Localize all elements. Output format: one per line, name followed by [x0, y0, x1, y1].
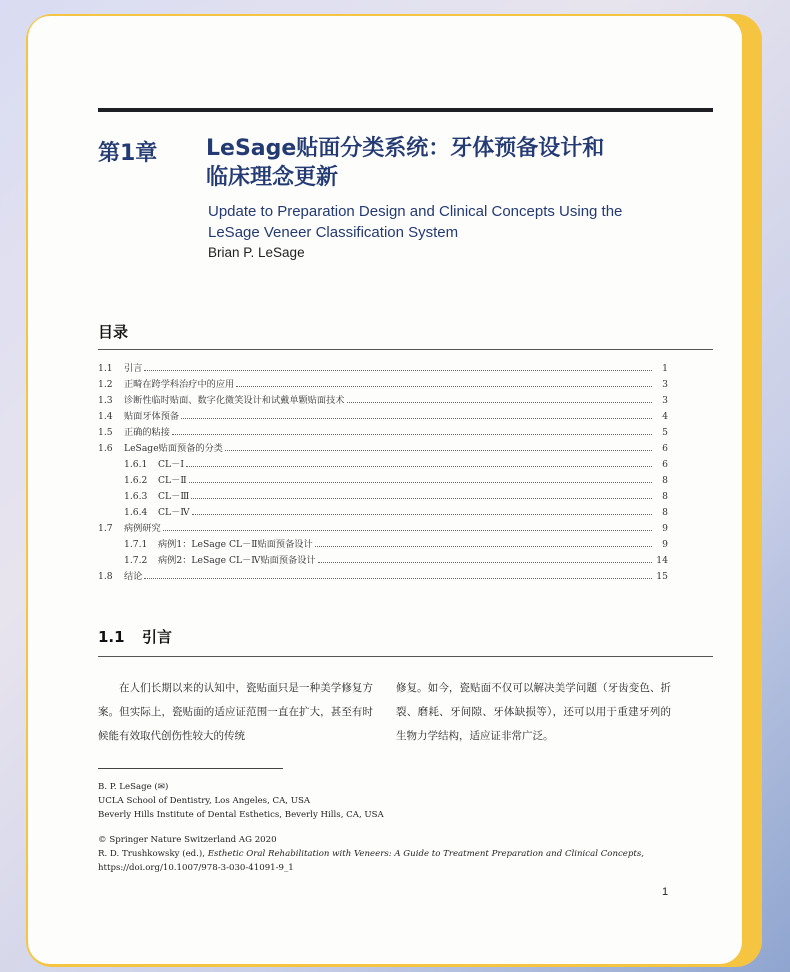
section-heading	[98, 626, 172, 647]
toc-leader-dots	[181, 418, 652, 419]
section-title: 引言	[142, 628, 173, 646]
toc-entry-number: 1.7.2	[124, 555, 148, 566]
body-column-right: 修复。如今，瓷贴面不仅可以解决美学问题（牙齿变色、折裂、磨耗、牙间隙、牙体缺损等），还可以用于重建牙列的生物力学结构，适应证非常广泛。	[396, 682, 671, 742]
toc-leader-dots	[189, 482, 652, 483]
toc-entry[interactable]	[98, 504, 668, 520]
toc-entry-title: CL－Ⅰ	[158, 459, 184, 470]
toc-entry-number: 1.6.1	[124, 459, 148, 470]
toc-leader-dots	[186, 466, 652, 467]
toc-entry-page: 15	[656, 571, 668, 582]
toc-entry[interactable]	[98, 424, 668, 440]
chapter-author: Brian P. LeSage	[208, 245, 305, 260]
toc-entry-title: 病例2：LeSage CL－Ⅳ贴面预备设计	[158, 555, 316, 566]
toc-leader-dots	[347, 402, 653, 403]
toc-entry[interactable]	[98, 472, 668, 488]
book-page	[28, 16, 742, 964]
toc-entry-page: 9	[662, 539, 668, 550]
section-rule	[98, 656, 713, 657]
chapter-title-en-line1: Update to Preparation Design and Clinical Concepts Using the	[208, 203, 623, 220]
toc-leader-dots	[144, 370, 652, 371]
toc-entry-number: 1.5	[98, 427, 113, 438]
toc-entry-number: 1.6.4	[124, 507, 148, 518]
toc-leader-dots	[225, 450, 652, 451]
footnote-doi[interactable]: https://doi.org/10.1007/978-3-030-41091-9_1	[98, 863, 294, 873]
footnote-affiliation-1: UCLA School of Dentistry, Los Angeles, CA, USA	[98, 796, 311, 806]
table-of-contents	[98, 360, 668, 584]
toc-entry-number: 1.1	[98, 363, 113, 374]
toc-entry-page: 4	[662, 411, 668, 422]
chapter-title-cn-line2: 临床理念更新	[206, 165, 339, 190]
toc-entry[interactable]	[98, 440, 668, 456]
toc-entry-number: 1.6	[98, 443, 113, 454]
toc-entry-title: CL－Ⅲ	[158, 491, 190, 502]
footnote-copyright: © Springer Nature Switzerland AG 2020	[98, 835, 277, 845]
chapter-number: 第1章	[98, 141, 158, 166]
toc-entry-page: 1	[662, 363, 668, 374]
chapter-title-cn-line1: LeSage贴面分类系统：牙体预备设计和	[206, 136, 605, 161]
toc-entry[interactable]	[98, 360, 668, 376]
toc-entry-page: 9	[662, 523, 668, 534]
toc-entry-number: 1.3	[98, 395, 113, 406]
toc-entry-number: 1.6.2	[124, 475, 148, 486]
toc-entry-page: 8	[662, 475, 668, 486]
toc-entry[interactable]	[98, 488, 668, 504]
body-column-left: 在人们长期以来的认知中，瓷贴面只是一种美学修复方案。但实际上，瓷贴面的适应证范围一直在扩大，甚至有时候能有效取代创伤性较大的传统	[98, 682, 373, 742]
top-rule	[98, 108, 713, 112]
toc-entry[interactable]	[98, 552, 668, 568]
toc-entry-title: CL－Ⅳ	[158, 507, 190, 518]
toc-entry-title: 贴面牙体预备	[124, 411, 180, 422]
footnote-author: B. P. LeSage (✉)	[98, 782, 169, 792]
chapter-title-cn	[206, 134, 706, 192]
toc-entry-title: LeSage贴面预备的分类	[124, 443, 223, 454]
citation-editor: R. D. Trushkowsky (ed.),	[98, 849, 208, 859]
toc-entry-number: 1.6.3	[124, 491, 148, 502]
page-number: 1	[662, 886, 669, 898]
toc-entry-title: 病例研究	[124, 523, 161, 534]
chapter-title-en	[208, 201, 698, 243]
toc-entry-page: 6	[662, 459, 668, 470]
toc-leader-dots	[163, 530, 652, 531]
toc-entry[interactable]	[98, 376, 668, 392]
toc-entry-number: 1.8	[98, 571, 113, 582]
toc-leader-dots	[144, 578, 652, 579]
toc-entry-title: 病例1：LeSage CL－Ⅱ贴面预备设计	[158, 539, 313, 550]
toc-entry-number: 1.7	[98, 523, 113, 534]
toc-rule	[98, 349, 713, 350]
toc-entry[interactable]	[98, 392, 668, 408]
toc-entry[interactable]	[98, 456, 668, 472]
toc-entry-number: 1.2	[98, 379, 113, 390]
footnote	[98, 780, 698, 875]
toc-entry-page: 3	[662, 395, 668, 406]
toc-entry-page: 3	[662, 379, 668, 390]
toc-entry-number: 1.7.1	[124, 539, 148, 550]
chapter-title-en-line2: LeSage Veneer Classification System	[208, 224, 459, 241]
toc-heading: 目录	[98, 323, 129, 341]
footnote-citation	[98, 847, 698, 861]
toc-entry-number: 1.4	[98, 411, 113, 422]
toc-entry-title: 引言	[124, 363, 143, 374]
section-number: 1.1	[98, 628, 125, 646]
toc-leader-dots	[191, 498, 652, 499]
toc-entry-title: 诊断性临时贴面、数字化微笑设计和试戴单颗贴面技术	[124, 395, 345, 406]
toc-entry-page: 14	[656, 555, 668, 566]
toc-leader-dots	[172, 434, 652, 435]
toc-entry[interactable]	[98, 568, 668, 584]
toc-leader-dots	[318, 562, 652, 563]
toc-entry-page: 5	[662, 427, 668, 438]
footnote-affiliation-2: Beverly Hills Institute of Dental Esthetics, Beverly Hills, CA, USA	[98, 810, 384, 820]
toc-entry-title: CL－Ⅱ	[158, 475, 187, 486]
toc-leader-dots	[236, 386, 652, 387]
toc-entry[interactable]	[98, 536, 668, 552]
toc-entry-page: 8	[662, 491, 668, 502]
toc-leader-dots	[315, 546, 652, 547]
toc-entry[interactable]	[98, 520, 668, 536]
toc-leader-dots	[192, 514, 653, 515]
toc-entry-title: 正确的粘接	[124, 427, 170, 438]
toc-entry[interactable]	[98, 408, 668, 424]
toc-entry-title: 结论	[124, 571, 143, 582]
footnote-rule	[98, 768, 283, 769]
toc-entry-page: 6	[662, 443, 668, 454]
toc-entry-page: 8	[662, 507, 668, 518]
citation-book-title: Esthetic Oral Rehabilitation with Veneers: A Guide to Treatment Preparation and Clinical Concepts,	[207, 849, 644, 859]
toc-entry-title: 正畸在跨学科治疗中的应用	[124, 379, 235, 390]
